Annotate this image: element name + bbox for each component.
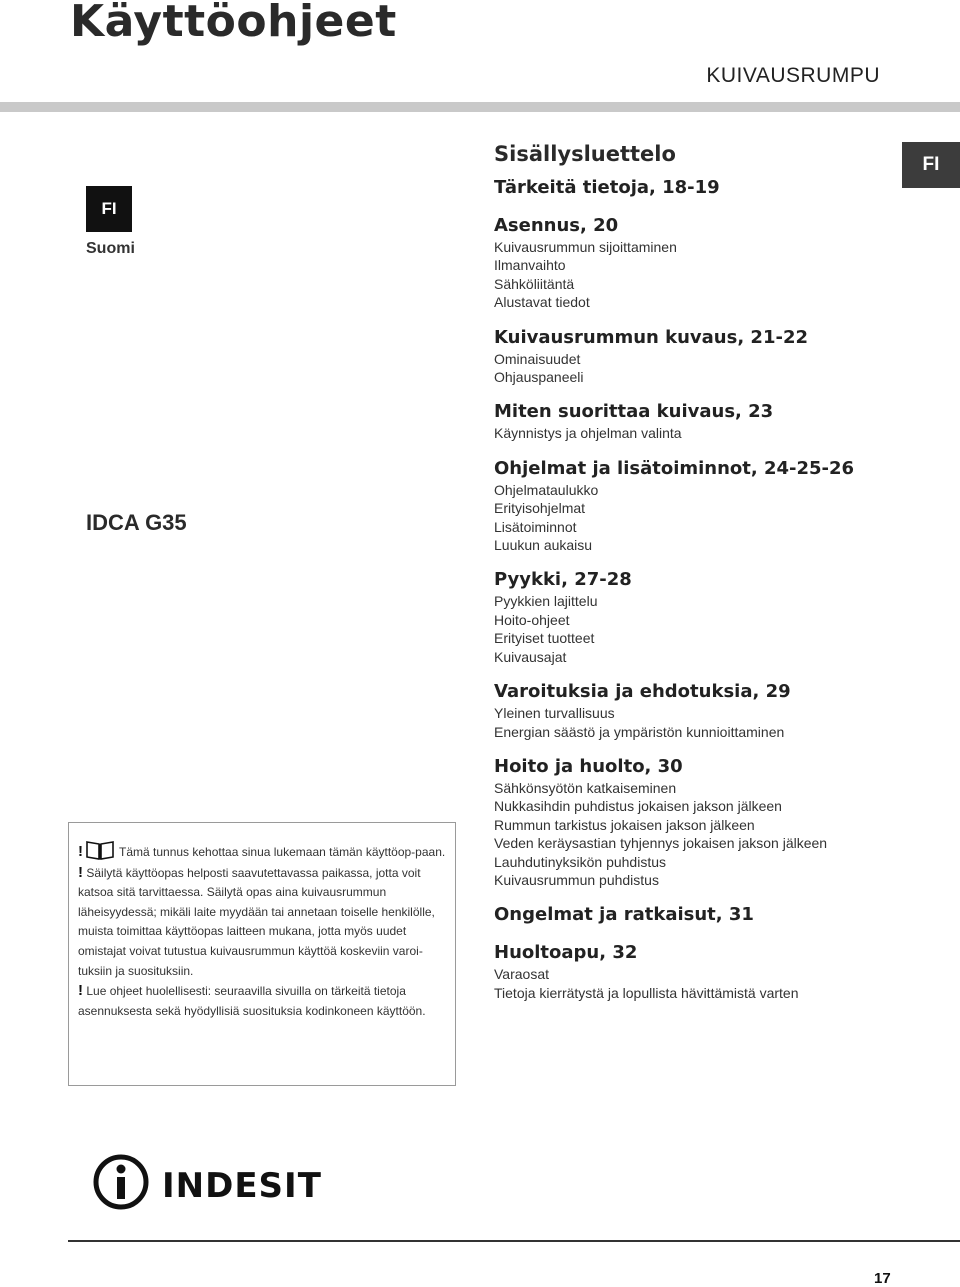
- toc-section: [494, 903, 894, 927]
- toc-item: Hoito-ohjeet: [494, 611, 570, 628]
- page-number: 17: [874, 1270, 891, 1287]
- indesit-logo-icon: [92, 1152, 332, 1212]
- language-name: Suomi: [86, 240, 135, 257]
- toc-item: Kuivausajat: [494, 648, 567, 665]
- model-name: IDCA G35: [86, 510, 187, 535]
- toc-section: [494, 400, 894, 442]
- footer-rule: [68, 1240, 960, 1242]
- toc-heading: Pyykki, 27-28: [494, 569, 632, 591]
- notice-paragraph: [78, 863, 448, 982]
- language-badge: FI: [86, 186, 132, 232]
- toc-heading: Varoituksia ja ehdotuksia, 29: [494, 681, 791, 703]
- toc-item: Käynnistys ja ohjelman valinta: [494, 425, 682, 442]
- toc-heading: Hoito ja huolto, 30: [494, 755, 683, 777]
- product-type: KUIVAUSRUMPU: [706, 64, 880, 87]
- toc-item: Ilmanvaihto: [494, 257, 566, 274]
- toc-item: Erityisohjelmat: [494, 500, 586, 517]
- exclamation-icon: !: [78, 982, 83, 1000]
- toc-item: Kuivausrummun puhdistus: [494, 871, 659, 888]
- toc-section: [494, 680, 894, 741]
- toc-sections: [494, 176, 894, 1002]
- header-rule: [0, 102, 960, 112]
- toc-item: Alustavat tiedot: [494, 294, 590, 311]
- document-title: Käyttöohjeet: [70, 0, 397, 47]
- toc-item: Tietoja kierrätystä ja lopullista hävittämistä varten: [494, 984, 799, 1001]
- notice-text-1: Tämä tunnus kehottaa sinua lukemaan tämän käyttöop-paan.: [119, 845, 446, 859]
- toc-item: Erityiset tuotteet: [494, 630, 595, 647]
- toc-heading: Tärkeitä tietoja, 18-19: [494, 177, 720, 198]
- notice-text-3: Lue ohjeet huolellisesti: seuraavilla sivuilla on tärkeitä tietoja asennuksesta sekä hyödyllisiä suosituksia kodinkoneen käyttöön.: [78, 984, 426, 1018]
- toc-item: Luukun aukaisu: [494, 537, 593, 554]
- toc-heading: Huoltoapu, 32: [494, 942, 638, 964]
- toc-section: [494, 457, 894, 555]
- toc-section: [494, 326, 894, 387]
- toc-heading: Miten suorittaa kuivaus, 23: [494, 401, 774, 423]
- toc-item: Lauhdutinyksikön puhdistus: [494, 853, 667, 870]
- toc-title: Sisällysluettelo: [494, 142, 676, 166]
- notice-paragraph: [78, 840, 448, 863]
- toc-item: Lisätoiminnot: [494, 518, 577, 535]
- toc-item: Sähköliitäntä: [494, 275, 575, 292]
- toc-item: Kuivausrummun sijoittaminen: [494, 239, 677, 255]
- toc-heading: Asennus, 20: [494, 215, 619, 236]
- toc-section: [494, 941, 894, 1002]
- notice-text: [78, 840, 448, 1021]
- table-of-contents: [494, 140, 894, 1002]
- toc-item: Varaosat: [494, 966, 549, 983]
- toc-item: Ohjelmataulukko: [494, 481, 599, 498]
- brand-logo: [92, 1152, 332, 1217]
- toc-item: Ohjauspaneeli: [494, 369, 584, 386]
- language-tab: FI: [902, 142, 960, 188]
- toc-item: Rummun tarkistus jokaisen jakson jälkeen: [494, 816, 755, 833]
- toc-heading: Kuivausrummun kuvaus, 21-22: [494, 326, 808, 348]
- toc-heading: Ongelmat ja ratkaisut, 31: [494, 904, 754, 926]
- notice-text-2: Säilytä käyttöopas helposti saavutettavassa paikassa, jotta voit katsoa sitä tarvittaessa. Säilytä opas aina kuivausrummun läheisyydessä; mikäli laite myydään tai annetaan toiselle henkilölle, muista toimittaa käyttöopas laitteen mukana, jotta myös uudet omistajat voivat tutustua kuivausrummun käyttöä koskeviin varoi-tuksiin ja suosituksiin.: [78, 865, 435, 978]
- brand-name: INDESIT: [162, 1166, 322, 1206]
- toc-heading: Ohjelmat ja lisätoiminnot, 24-25-26: [494, 457, 855, 479]
- toc-section: [494, 568, 894, 666]
- toc-section: [494, 176, 894, 200]
- exclamation-icon: !: [78, 843, 83, 860]
- exclamation-icon: !: [78, 863, 83, 881]
- toc-item: Nukkasihdin puhdistus jokaisen jakson jälkeen: [494, 798, 782, 815]
- toc-item: Yleinen turvallisuus: [494, 705, 615, 722]
- toc-item: Sähkönsyötön katkaiseminen: [494, 779, 677, 796]
- toc-item: Ominaisuudet: [494, 350, 581, 367]
- toc-section: [494, 214, 894, 312]
- notice-paragraph: [78, 981, 448, 1021]
- manual-book-icon: [85, 840, 115, 860]
- toc-section: [494, 755, 894, 889]
- toc-item: Veden keräysastian tyhjennys jokaisen jakson jälkeen: [494, 835, 828, 852]
- toc-item: Energian säästö ja ympäristön kunnioittaminen: [494, 723, 785, 740]
- toc-item: Pyykkien lajittelu: [494, 593, 598, 610]
